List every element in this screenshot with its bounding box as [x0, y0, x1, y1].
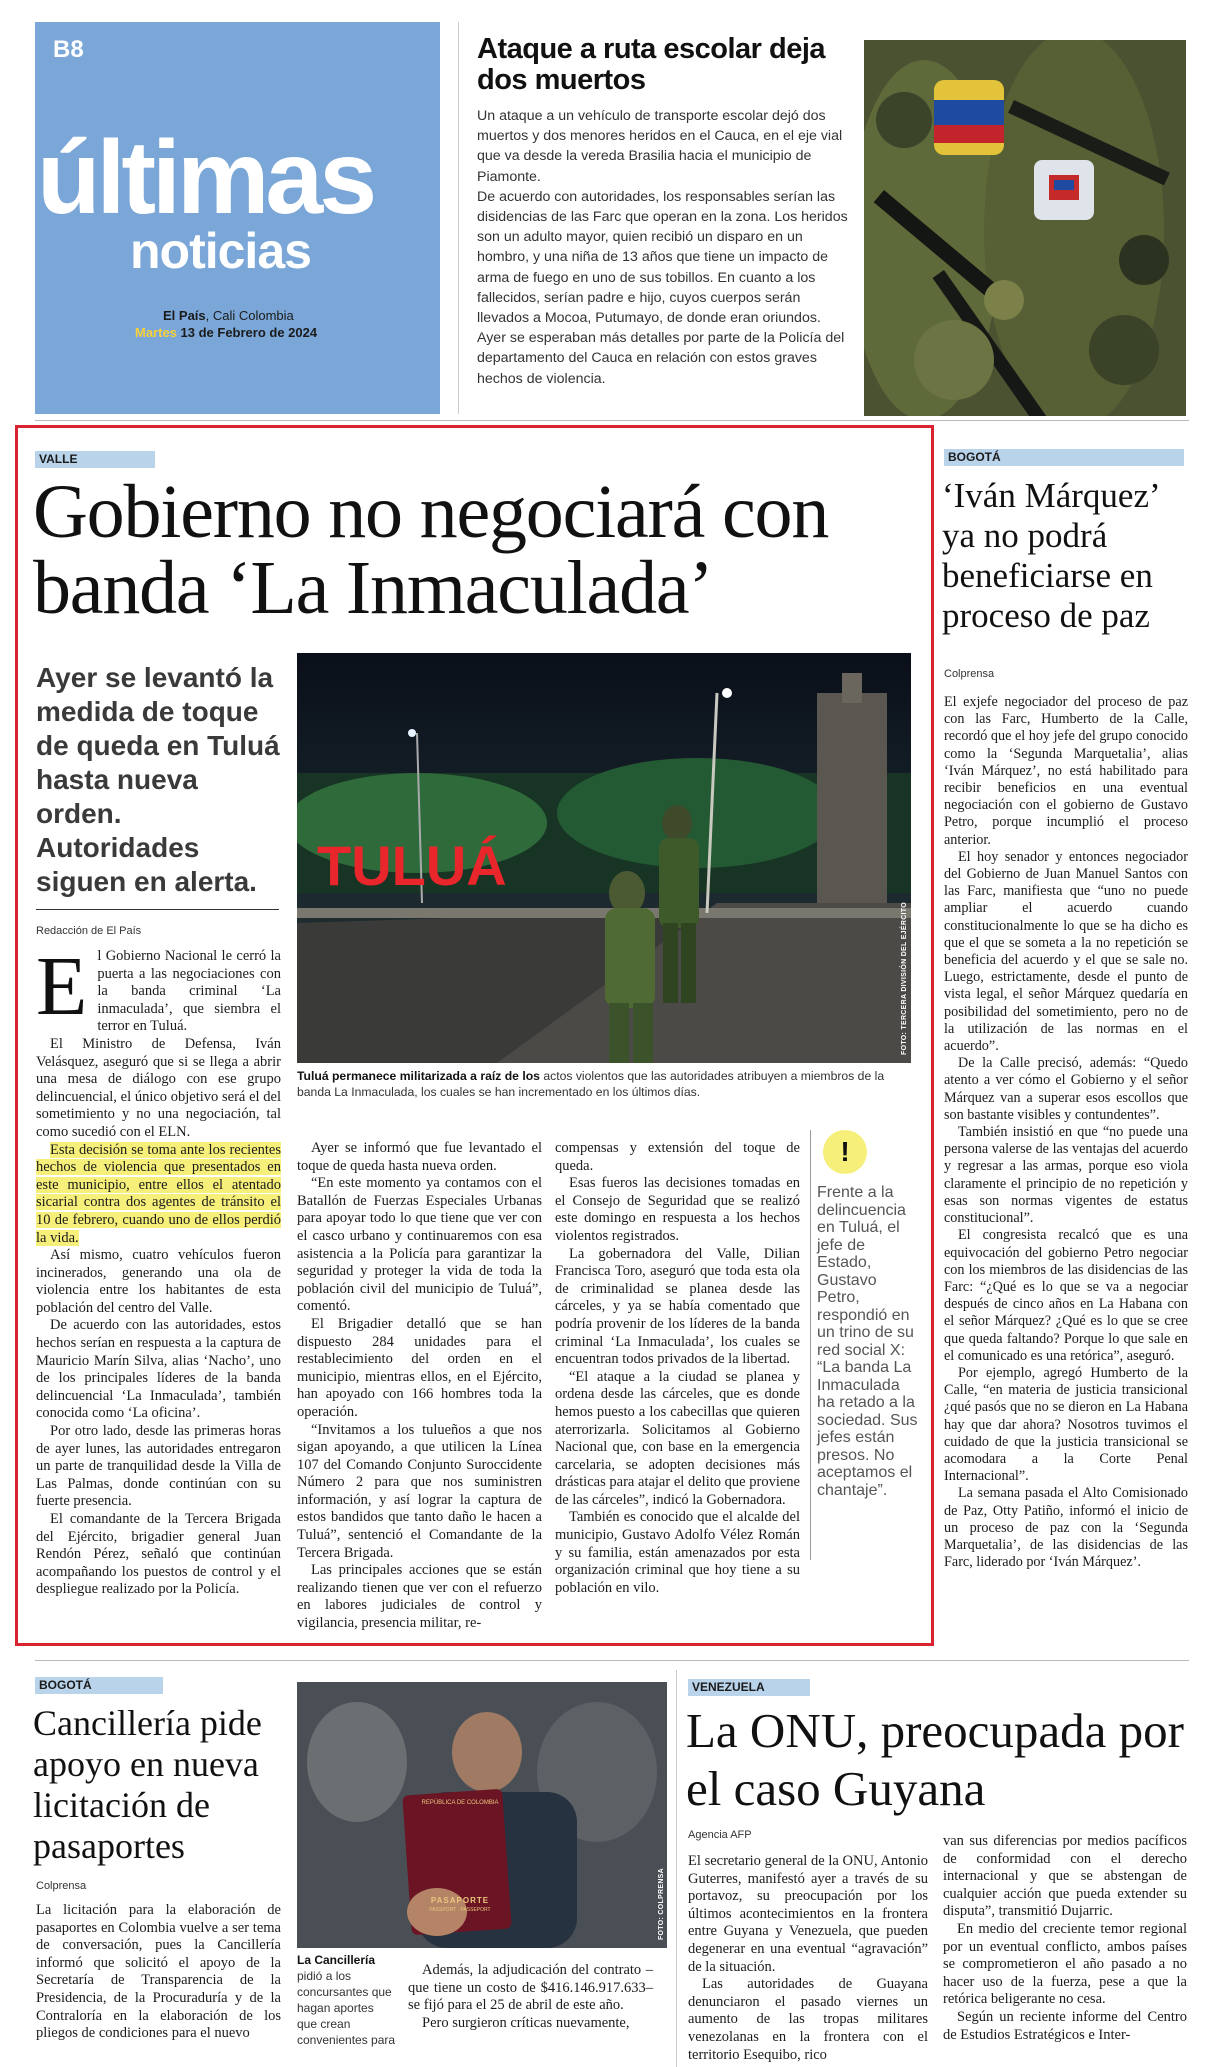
main-c3p3: La gobernadora del Valle, Dilian Francisca Toro, aseguró que toda esta ola de criminalidad se planea desde las cárceles, y ya se había comentado que podría provenir de los líderes de la banda criminal ‘La Inmaculada’, los cuales se encuentran todos privados de la libertad. [555, 1245, 800, 1368]
main-p5: De acuerdo con las autoridades, estos hechos serían en respuesta a la captura de Mauricio Marín Silva, alias ‘Nacho’, uno de los principales líderes de la banda delincuencial ‘La Inmaculada’, también conocida como ‘La oficina’. [36, 1317, 281, 1422]
main-deck: Ayer se levantó la medida de toque de queda en Tuluá hasta nueva orden. Autoridades siguen en alerta. [36, 662, 280, 897]
caption-text: actos violentos que las autoridades atribuyen a miembros de la banda La Inmaculada, los cuales se han incrementado en los últimos días. [297, 1069, 885, 1099]
main-c3p2: Esas fueros las decisiones tomadas en el Consejo de Seguridad que se realizó este domingo en respuesta a los hechos violentos registrados. [555, 1175, 800, 1244]
bottom-caption-text: pidió a los concursantes que hagan aportes que crean convenientes para [297, 1969, 396, 2047]
right-p2: El hoy senador y entonces negociador del Gobierno de Juan Manuel Santos con las Farc, manifiesta que “uno no puede ampliar el acuerdo cuando constitucionalmente lo que se ha dicho es que el que se someta a la no repetición se beneficia del acuerdo y el que se sale no. Luego, estrictamente, desde el punto de vista legal, el señor Márquez quedaría en posibilidad del sometimiento, pero no de la utilización de las normas en el acuerdo”. [944, 848, 1188, 1055]
bottom-right-c2p2: En medio del creciente temor regional por un eventual conflicto, ambos países se comprometieron el año pasado a no hacer uso de la fuerza, pese a que la retórica beligerante no cesa. [943, 1920, 1187, 2008]
right-byline: Colprensa [944, 668, 995, 680]
main-c3p4: “El ataque a la ciudad se planea y ordena desde las cárceles, que es donde hemos puesto a los cabecillas que quieren aterrorizarla. Solicitamos al Gobierno Nacional que, con base en la emergencia carcelaria, se adopten decisiones más drásticas para atajar el delito que proviene de las cárceles”, indicó la Gobernadora. [555, 1368, 800, 1508]
tulua-sign: TULUÁ [317, 834, 507, 897]
section-masthead [35, 22, 440, 414]
weekday: Martes [135, 325, 177, 340]
bottom-left-headline: Cancillería pide apoyo en nueva licitación de pasaportes [33, 1703, 262, 1866]
main-p3 [36, 1142, 281, 1248]
bottom-left-c2p2: Pero surgieron críticas nuevamente, [422, 2014, 630, 2031]
main-photo-caption [297, 1068, 911, 1100]
soldiers-illustration [864, 40, 1186, 416]
top-story [458, 22, 850, 414]
top-story-p1: Un ataque a un vehículo de transporte escolar dejó dos muertos y dos menores heridos en el Cauca, en el eje vial que va desde la vereda Brasilia hacia el municipio de Piamonte. [477, 108, 843, 185]
top-story-body [477, 106, 850, 389]
top-story-p2: De acuerdo con autoridades, los responsables serían las disidencias de las Farc que operan en la zona. Los heridos son un adulto mayor, quien recibió un disparo en un hombro, y una niña de 13 años que tiene un impacto de arma de fuego en uno de sus tobillos. En cuanto a los fallecidos, serían padre e hijo, cuyos cuerpos serán llevados a Mocoa, Putumayo, de donde eran oriundos. [477, 188, 848, 327]
section-subtitle: noticias [130, 223, 311, 279]
publisher-line [163, 308, 294, 323]
main-p7: El comandante de la Tercera Brigada del Ejército, brigadier general Juan Rendón Pérez, señaló que continúan acompañando los puestos de control y el despliegue realizado por la Policía. [36, 1511, 281, 1598]
section-title: últimas [37, 120, 374, 236]
main-headline: Gobierno no negociará con banda ‘La Inmaculada’ [33, 470, 829, 630]
main-section-tag: VALLE [35, 451, 155, 468]
main-col-1 [36, 940, 281, 1599]
main-c2p2: “En este momento ya contamos con el Batallón de Fuerzas Especiales Urbanas para apoyar todo lo que tiene que ver con el casco urbano y continuaremos con esa asistencia a la Policía para garantizar la seguridad y proteger la vida de toda la población civil del municipio de Tuluá”, comentó. [297, 1175, 542, 1315]
alert-icon [823, 1130, 867, 1174]
bottom-caption-lead: La Cancillería [297, 1953, 376, 1967]
right-p1: El exjefe negociador del proceso de paz con las Farc, Humberto de la Calle, recordó que el hoy jefe del grupo conocido como la ‘Segunda Marquetalia’, alias ‘Iván Márquez’, no está habilitado para recibir beneficios en una eventual negociación con el gobierno de Gustavo Petro, porque incumplió el proceso anterior. [944, 694, 1188, 848]
main-p2: El Ministro de Defensa, Iván Velásquez, aseguró que si se llega a abrir una mesa de diálogo con ese grupo delincuencial, el único objetivo será el del sometimiento y no una negociación, tal como sucedió con el ELN. [36, 1035, 281, 1140]
main-c2p4: “Invitamos a los tulueños a que nos sigan apoyando, a que utilicen la Línea 107 del Comando Conjunto Suroccidente Número 2 para que nos suministren información, y así lograr la captura de estos bandidos que tanto daño le hacen a Tuluá”, sentenció el Comandante de la Tercera Brigada. [297, 1421, 542, 1561]
passport-sub: PASSPORT · PASSEPORT [429, 1907, 491, 1913]
publisher-city: , Cali Colombia [205, 308, 294, 323]
tulua-photo [297, 653, 911, 1063]
main-col-2 [297, 1140, 542, 1633]
bottom-left-body [36, 1902, 281, 2043]
main-photo-credit: FOTO: TERCERA DIVISIÓN DEL EJÉRCITO [901, 902, 908, 1055]
dropcap: E [36, 940, 88, 1033]
bottom-right-col1 [688, 1853, 928, 2064]
passport-word: PASAPORTE [430, 1896, 490, 1905]
right-story-body [944, 694, 1188, 1571]
bottom-right-c2p3: Según un reciente informe del Centro de Estudios Estratégicos e Inter- [943, 2008, 1187, 2043]
soldiers-photo [864, 40, 1186, 416]
right-p5: El congresista recalcó que es una equivocación del gobierno Petro negociar con los miembros de las disidencias de las Farc: “¿Qué es lo que se va a negociar después de cinco años en La Habana con el señor Márquez? ¿Qué es lo que se cree que queda faltando? Porque lo que sale en el comunicado es una retórica”, aseguró. [944, 1227, 1188, 1364]
bottom-left-caption [297, 1952, 397, 2048]
top-divider [35, 420, 1189, 421]
bottom-right-p1: El secretario general de la ONU, Antonio Guterres, manifestó ayer a través de su portavoz, su preocupación por los últimos acontecimientos en la frontera entre Guyana y Venezuela, que pueden degenerar en una eventual “agravación” de la situación. [688, 1853, 928, 1975]
main-c2p5: Las principales acciones que se están realizando tienen que ver con el refuerzo en labores judiciales de control y vigilancia, presencia militar, re- [297, 1562, 542, 1632]
bottom-right-col2 [943, 1833, 1187, 2044]
bottom-right-p2: Las autoridades de Guayana denunciaron el pasado viernes un aumento de las tropas militares venezolanas en la frontera con el territorio Esequibo, rico [688, 1976, 928, 2063]
publisher-name: El País [163, 308, 206, 323]
bottom-right-headline: La ONU, preocupada por el caso Guyana [686, 1703, 1184, 1816]
right-p4: También insistió en que “no puede una persona valerse de las ventajas del acuerdo y regresar a las armas, porque eso viola claramente el principio de no repetición y esas son normas vigentes de estatus constitucional”. [944, 1124, 1188, 1227]
bottom-vertical-divider [676, 1670, 677, 2067]
bottom-left-c2p1: Además, la adjudicación del contrato –que tiene un costo de $416.146.917.633– se fijó para el 25 de abril de este año. [408, 1962, 653, 2014]
bottom-photo-credit: FOTO: COLPRENSA [658, 1867, 665, 1940]
right-headline: ‘Iván Márquez’ ya no podrá beneficiarse en proceso de paz [942, 476, 1159, 635]
main-p1: l Gobierno Nacional le cerró la puerta a las negociaciones con la banda criminal ‘La inmaculada’, que siembra el terror en Tuluá. [97, 948, 281, 1035]
bottom-divider [35, 1660, 1189, 1661]
page-number: B8 [53, 36, 84, 63]
bottom-left-section-tag: BOGOTÁ [35, 1677, 163, 1694]
highlighted-text: Esta decisión se toma ante los recientes hechos de violencia que presentados en este municipio, entre ellos el atentado sicarial contra dos agentes de tránsito el 10 de febrero, cuando uno de ellos perdió la vida. [36, 1141, 281, 1246]
right-p6: Por ejemplo, agregó Humberto de la Calle, “en materia de justicia transicional ¿qué pasós que no se dieron en La Habana hay que dar ahora? Nosotros tuvimos el cuidado de que la justicia transicional se acomodara a la Corte Penal Internacional”. [944, 1364, 1188, 1485]
main-col-3 [555, 1140, 800, 1597]
sidebar-quote-box [810, 1130, 920, 1560]
caption-lead: Tuluá permanece militarizada a raíz de los [297, 1069, 540, 1083]
main-p4: Así mismo, cuatro vehículos fueron incinerados, generando una ola de violencia entre los habitantes de esta población del centro del Valle. [36, 1247, 281, 1316]
main-byline: Redacción de El País [36, 925, 142, 937]
bottom-right-section-tag: VENEZUELA [688, 1679, 810, 1696]
bottom-right-c2p1: van sus diferencias por medios pacíficos de conformidad con el derecho internacional y que se abstengan de cualquier acción que pueda extender su disputa”, transmitió Dujarric. [943, 1833, 1187, 1920]
main-c3p1: compensas y extensión del toque de queda. [555, 1140, 800, 1174]
main-c2p1: Ayer se informó que fue levantado el toque de queda hasta nueva orden. [297, 1140, 542, 1174]
bottom-left-p1: La licitación para la elaboración de pasaportes en Colombia vuelve a ser tema de conversación, pues la Cancillería informó que solicitó el apoyo de la Secretaría de Transparencia de la Presidencia, de la Procuraduría y de la Contraloría en la elaboración de los pliegos de condiciones para el nuevo [36, 1902, 281, 2042]
date-line [135, 325, 317, 340]
right-section-tag: BOGOTÁ [944, 449, 1184, 466]
main-p6: Por otro lado, desde las primeras horas de ayer lunes, las autoridades entregaron un parte de tranquilidad desde la Villa de Las Palmas, donde continúan con su fuerte presencia. [36, 1423, 281, 1510]
top-story-p3: Ayer se esperaban más detalles por parte de la Policía del departamento del Cauca en relación con estos graves hechos de violencia. [477, 330, 845, 387]
tulua-night-scene [297, 653, 911, 1063]
date: 13 de Febrero de 2024 [176, 325, 318, 340]
bottom-left-byline: Colprensa [36, 1880, 87, 1892]
bottom-right-byline: Agencia AFP [688, 1829, 752, 1841]
passport-country: REPÚBLICA DE COLOMBIA [421, 1800, 499, 1806]
bottom-left-col2 [408, 1962, 653, 2032]
right-p3: De la Calle precisó, además: “Quedo atento a ver cómo el Gobierno y el señor Márquez van a superar esos escollos que son bastante visibles y contundentes”. [944, 1055, 1188, 1123]
passport-photo [297, 1682, 667, 1948]
deck-divider [36, 909, 279, 910]
main-c2p3: El Brigadier detalló que se han dispuesto 284 unidades para el restablecimiento del orden en el municipio, mientras ellos, en el Ejército, han apoyado con 166 hombres toda la operación. [297, 1315, 542, 1420]
alert-icon-glyph: ! [840, 1136, 850, 1167]
sidebar-quote: Frente a la delincuencia en Tuluá, el jefe de Estado, Gustavo Petro, respondió en un trino de su red social X: “La banda La Inmaculada ha retado a la sociedad. Sus jefes están presos. No aceptamos el chantaje”. [817, 1184, 918, 1499]
right-p7: La semana pasada el Alto Comisionado de Paz, Otty Patiño, informó el inicio de un proceso de paz con la ‘Segunda Marquetalia’, de las disidencias de las Farc, liderado por ‘Iván Márquez’. [944, 1485, 1188, 1571]
main-c3p5: También es conocido que el alcalde del municipio, Gustavo Adolfo Vélez Román y su familia, están amenazados por esta organización criminal que hoy tiene a su población en vilo. [555, 1509, 800, 1596]
top-story-headline: Ataque a ruta escolar deja dos muertos [477, 33, 826, 96]
